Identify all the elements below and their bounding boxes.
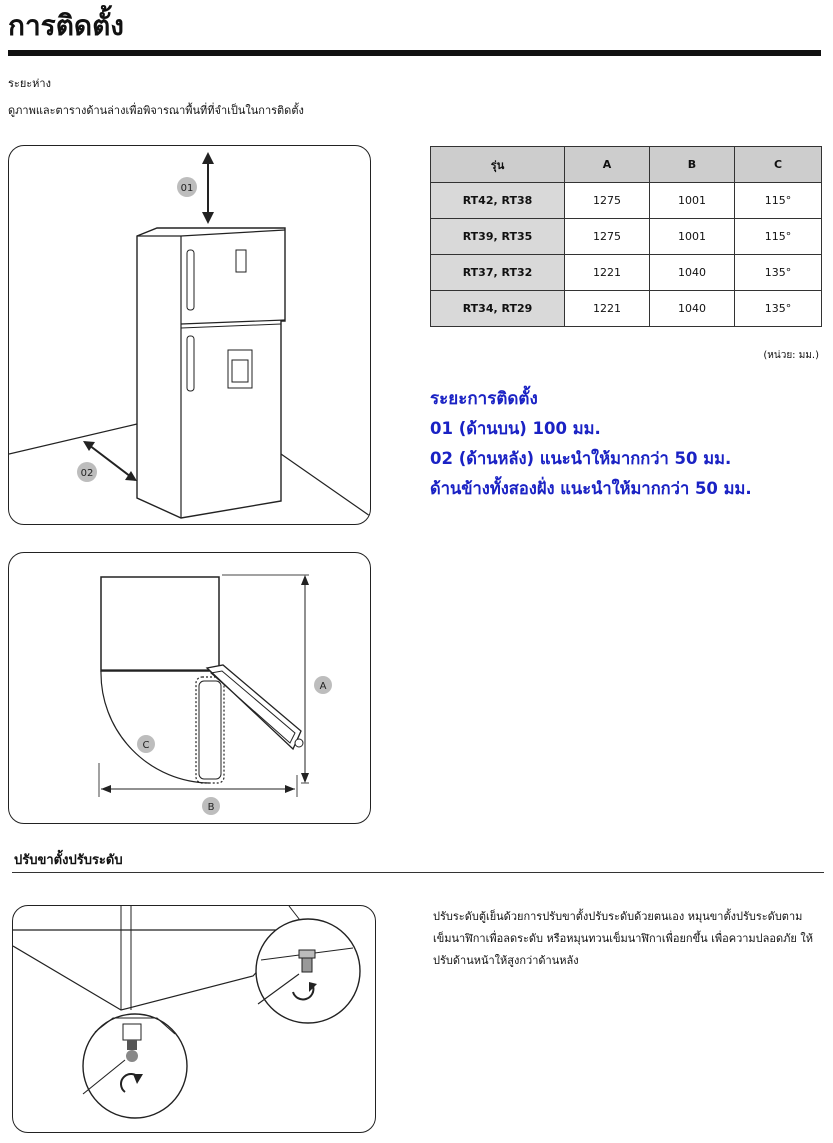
install-distance-block bbox=[430, 384, 752, 504]
table-cell: RT42, RT38 bbox=[431, 183, 565, 219]
spec-table bbox=[430, 146, 822, 327]
table-row bbox=[431, 291, 822, 327]
table-cell: 1040 bbox=[650, 291, 735, 327]
table-cell: RT34, RT29 bbox=[431, 291, 565, 327]
label-01: 01 bbox=[180, 183, 194, 194]
unit-note: (หน่วย: มม.) bbox=[763, 350, 819, 361]
leveling-rule bbox=[12, 872, 824, 873]
door-swing-illustration bbox=[8, 552, 371, 824]
label-c: C bbox=[142, 740, 150, 751]
section-subheading: ระยะห่าง bbox=[8, 77, 51, 90]
table-cell: 1275 bbox=[565, 183, 650, 219]
table-cell: 1275 bbox=[565, 219, 650, 255]
table-row bbox=[431, 219, 822, 255]
table-header-row bbox=[431, 147, 822, 183]
install-distance-line: ด้านข้างทั้งสองฝั่ง แนะนำให้มากกว่า 50 มม. bbox=[430, 479, 752, 498]
leveling-illustration bbox=[12, 905, 376, 1133]
table-cell: 1040 bbox=[650, 255, 735, 291]
table-cell: 135° bbox=[735, 255, 822, 291]
table-cell: 115° bbox=[735, 219, 822, 255]
header-model: รุ่น bbox=[431, 147, 565, 183]
table-cell: RT39, RT35 bbox=[431, 219, 565, 255]
table-cell: 1221 bbox=[565, 291, 650, 327]
header-b: B bbox=[650, 147, 735, 183]
leveling-description: ปรับระดับตู้เย็นด้วยการปรับขาตั้งปรับระดับด้วยตนเอง หมุนขาตั้งปรับระดับตามเข็มนาฬิกาเพื่อลดระดับ หรือหมุนทวนเข็มนาฬิกาเพื่อยกขึ้น เพื่อความปลอดภัย ให้ปรับด้านหน้าให้สูงกว่าด้านหลัง bbox=[433, 910, 813, 967]
label-b: B bbox=[207, 802, 215, 813]
table-cell: 1001 bbox=[650, 219, 735, 255]
page-title: การติดตั้ง bbox=[8, 9, 124, 42]
label-a: A bbox=[319, 681, 327, 692]
table-cell: 135° bbox=[735, 291, 822, 327]
header-c: C bbox=[735, 147, 822, 183]
title-rule bbox=[8, 50, 821, 56]
clearance-illustration bbox=[8, 145, 371, 525]
install-distance-heading: ระยะการติดตั้ง bbox=[430, 389, 538, 409]
table-cell: 1001 bbox=[650, 183, 735, 219]
label-02: 02 bbox=[80, 468, 94, 479]
header-a: A bbox=[565, 147, 650, 183]
table-row bbox=[431, 183, 822, 219]
leveling-title: ปรับขาตั้งปรับระดับ bbox=[14, 853, 123, 868]
intro-text: ดูภาพและตารางด้านล่างเพื่อพิจารณาพื้นที่ที่จำเป็นในการติดตั้ง bbox=[8, 104, 304, 117]
install-distance-line: 01 (ด้านบน) 100 มม. bbox=[430, 419, 601, 438]
table-row bbox=[431, 255, 822, 291]
table-cell: RT37, RT32 bbox=[431, 255, 565, 291]
install-distance-line: 02 (ด้านหลัง) แนะนำให้มากกว่า 50 มม. bbox=[430, 449, 732, 468]
table-cell: 1221 bbox=[565, 255, 650, 291]
table-cell: 115° bbox=[735, 183, 822, 219]
